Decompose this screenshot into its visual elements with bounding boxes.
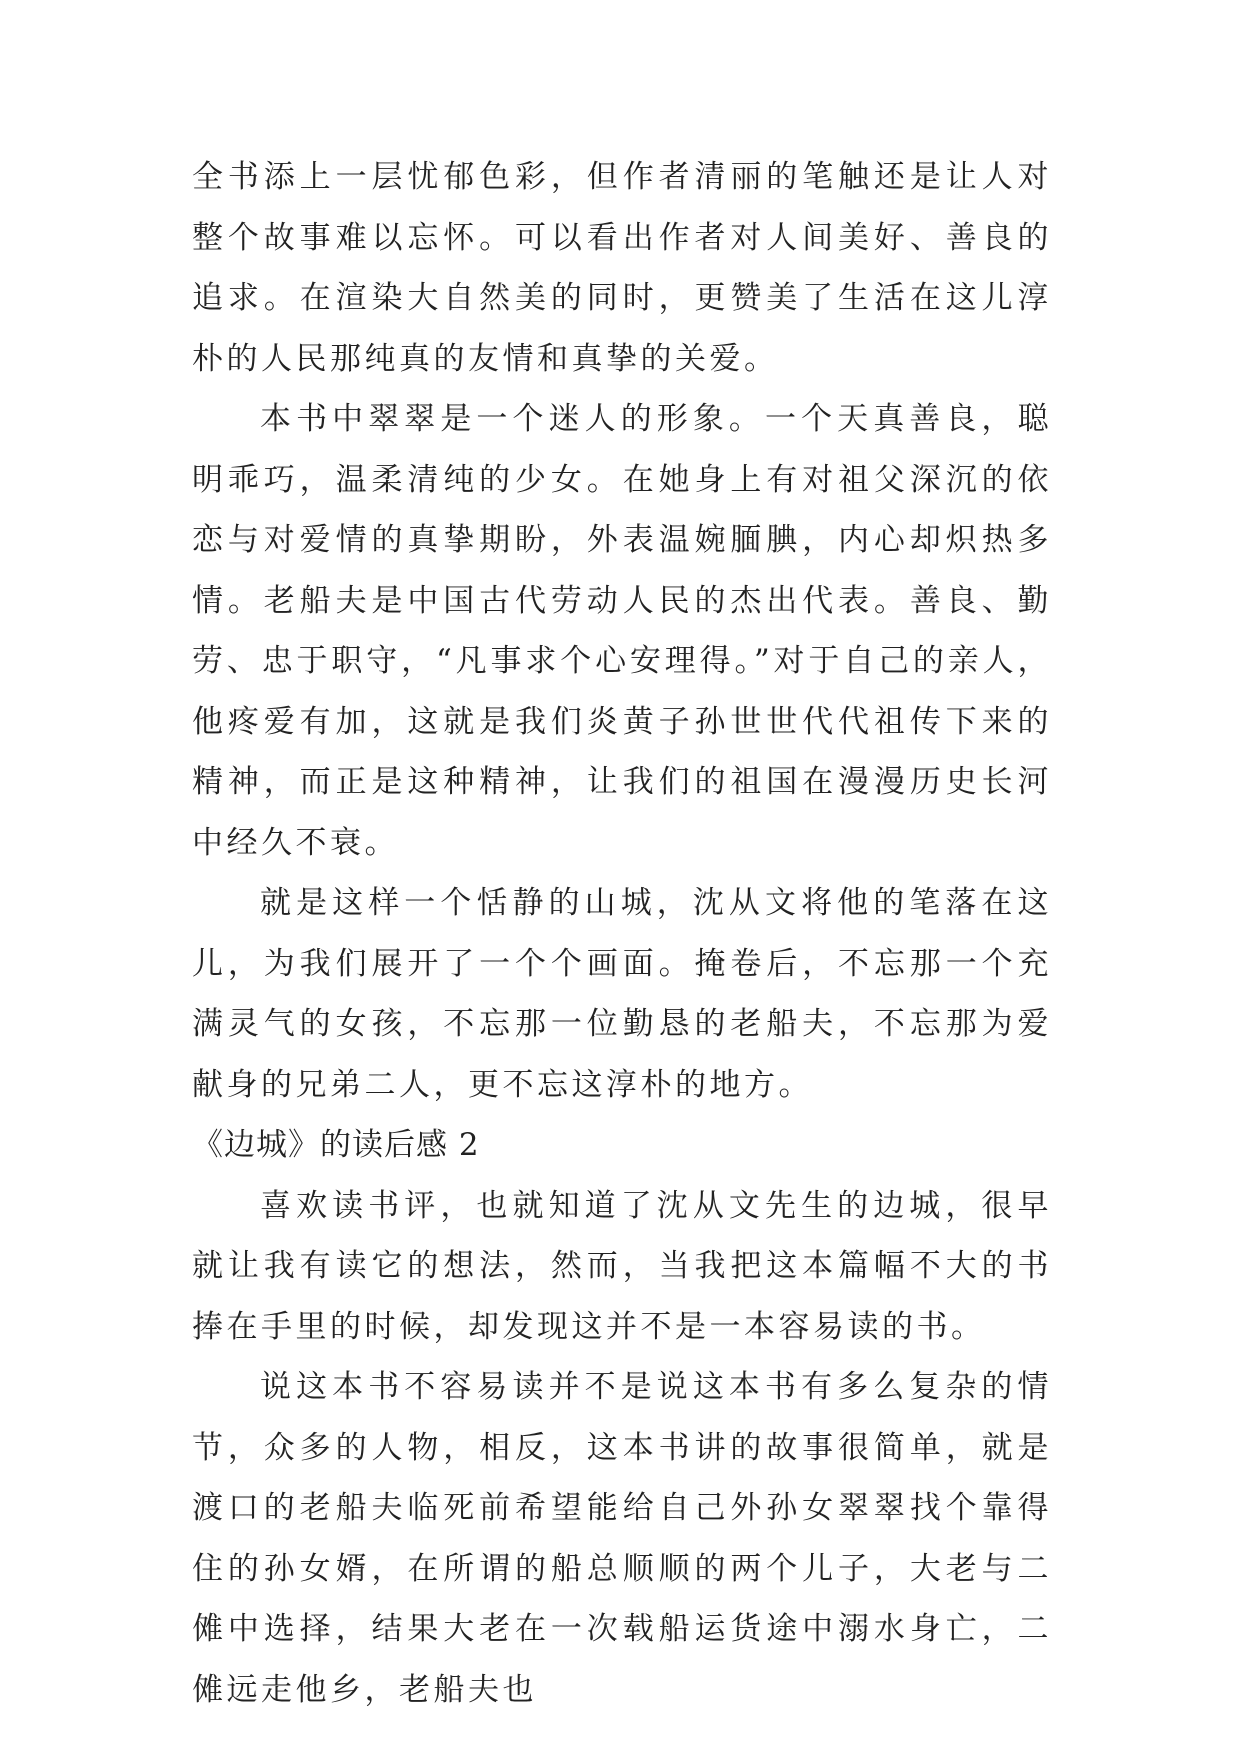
paragraph-2: 本书中翠翠是一个迷人的形象。一个天真善良，聪明乖巧，温柔清纯的少女。在她身上有对祖父深沉的依恋与对爱情的真挚期盼，外表温婉腼腆，内心却炽热多情。老船夫是中国古代劳动人民的杰出代表。善良、勤劳、忠于职守，“凡事求个心安理得。”对于自己的亲人，他疼爱有加，这就是我们炎黄子孙世世代代祖传下来的精神，而正是这种精神，让我们的祖国在漫漫历史长河中经久不衰。 xyxy=(192,401,1052,861)
paragraph-3: 就是这样一个恬静的山城，沈从文将他的笔落在这儿，为我们展开了一个个画面。掩卷后，不忘那一个充满灵气的女孩，不忘那一位勤恳的老船夫，不忘那为爱献身的兄弟二人，更不忘这淳朴的地方。 xyxy=(192,885,1052,1103)
paragraph-1: 全书添上一层忧郁色彩，但作者清丽的笔触还是让人对整个故事难以忘怀。可以看出作者对人间美好、善良的追求。在渲染大自然美的同时，更赞美了生活在这儿淳朴的人民那纯真的友情和真挚的关爱。 xyxy=(192,159,1052,377)
document-body xyxy=(192,147,1052,1720)
paragraph-4: 喜欢读书评，也就知道了沈从文先生的边城，很早就让我有读它的想法，然而，当我把这本篇幅不大的书捧在手里的时候，却发现这并不是一本容易读的书。 xyxy=(192,1187,1052,1345)
section-heading: 《边城》的读后感 2 xyxy=(192,1127,480,1163)
paragraph-5: 说这本书不容易读并不是说这本书有多么复杂的情节，众多的人物，相反，这本书讲的故事很简单，就是渡口的老船夫临死前希望能给自己外孙女翠翠找个靠得住的孙女婿，在所谓的船总顺顺的两个儿子，大老与二傩中选择，结果大老在一次载船运货途中溺水身亡，二傩远走他乡，老船夫也 xyxy=(192,1369,1052,1708)
